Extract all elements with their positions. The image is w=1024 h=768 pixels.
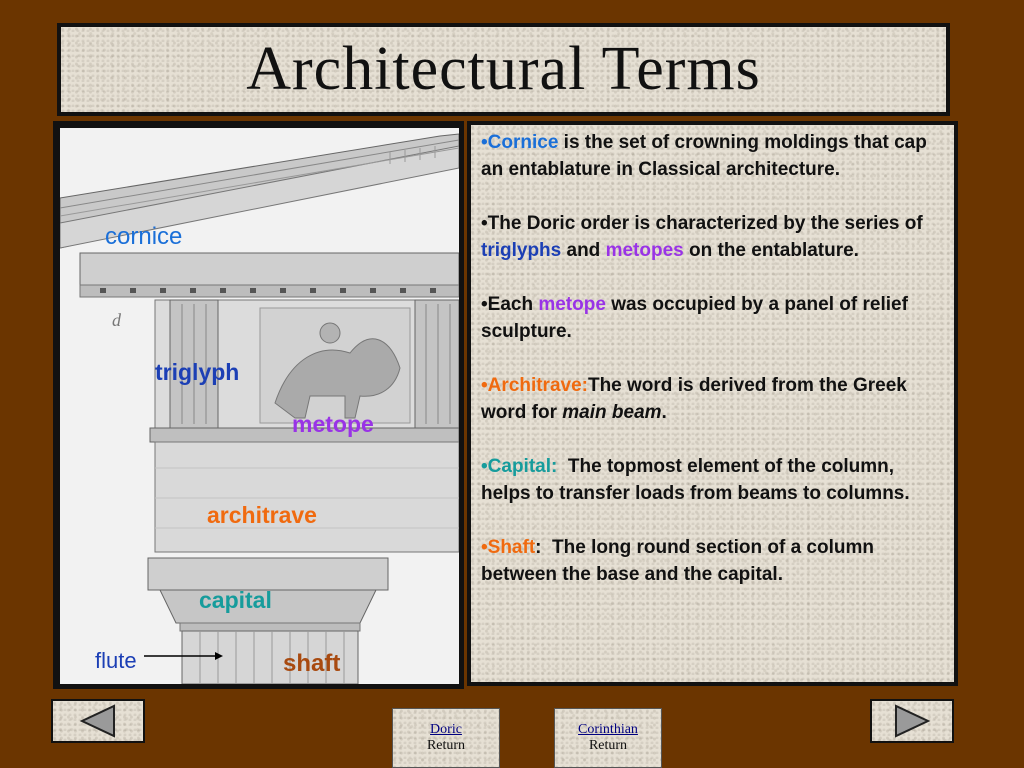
term-capital: •Capital: (481, 456, 558, 477)
triangle-right-icon (892, 704, 932, 738)
emphasis-main-beam: main beam (562, 402, 662, 423)
definitions-panel (467, 121, 958, 686)
label-metope: metope (292, 411, 374, 437)
bullet-cornice (481, 129, 944, 183)
corinthian-link[interactable]: Corinthian (578, 722, 638, 737)
label-capital: capital (199, 587, 272, 613)
corinthian-return-label: Return (588, 738, 628, 753)
doric-text-post: on the entablature. (683, 240, 859, 261)
term-metope: metope (538, 294, 606, 315)
term-shaft: •Shaft (481, 537, 536, 558)
label-flute: flute (95, 648, 137, 673)
inscription-text: d (112, 310, 121, 330)
term-triglyphs: triglyphs (481, 240, 562, 261)
doric-text-pre: •The Doric order is characterized by the series of (481, 213, 923, 234)
doric-return-label: Return (426, 738, 466, 753)
label-cornice: cornice (105, 223, 183, 250)
label-shaft: shaft (283, 650, 341, 677)
corinthian-return-button[interactable] (554, 708, 662, 768)
doric-temple-diagram (60, 128, 459, 684)
doric-text-mid: and (561, 240, 606, 261)
metope-text-pre: •Each (481, 294, 539, 315)
bullet-dot: • (481, 132, 488, 153)
page-title: Architectural Terms (246, 35, 761, 103)
bullet-metope (481, 291, 944, 345)
definition-shaft: : The long round section of a column between the base and the capital. (481, 537, 880, 585)
architrave-end: . (661, 402, 667, 423)
doric-return-button[interactable] (392, 708, 500, 768)
term-cornice: Cornice (487, 132, 559, 153)
next-slide-button[interactable] (870, 699, 954, 743)
diagram-panel (53, 121, 464, 689)
label-triglyph: triglyph (155, 359, 240, 385)
bullet-doric-order (481, 210, 944, 264)
previous-slide-button[interactable] (51, 699, 145, 743)
definition-architrave: The word is derived from the Greek word for (481, 375, 907, 423)
title-box (57, 23, 950, 116)
doric-link[interactable]: Doric (430, 722, 462, 737)
metope-text-post: was occupied by a panel of relief sculpture. (481, 294, 908, 342)
bullet-capital (481, 453, 944, 507)
definition-cornice: is the set of crowning moldings that cap an entablature in Classical architecture. (481, 132, 927, 180)
bullet-shaft (481, 534, 944, 588)
triangle-left-icon (78, 704, 118, 738)
label-architrave: architrave (207, 502, 317, 528)
term-metopes: metopes (605, 240, 684, 261)
term-architrave: •Architrave: (481, 375, 588, 396)
definition-capital: The topmost element of the column, helps to transfer loads from beams to columns. (481, 456, 910, 504)
bullet-architrave (481, 372, 944, 426)
